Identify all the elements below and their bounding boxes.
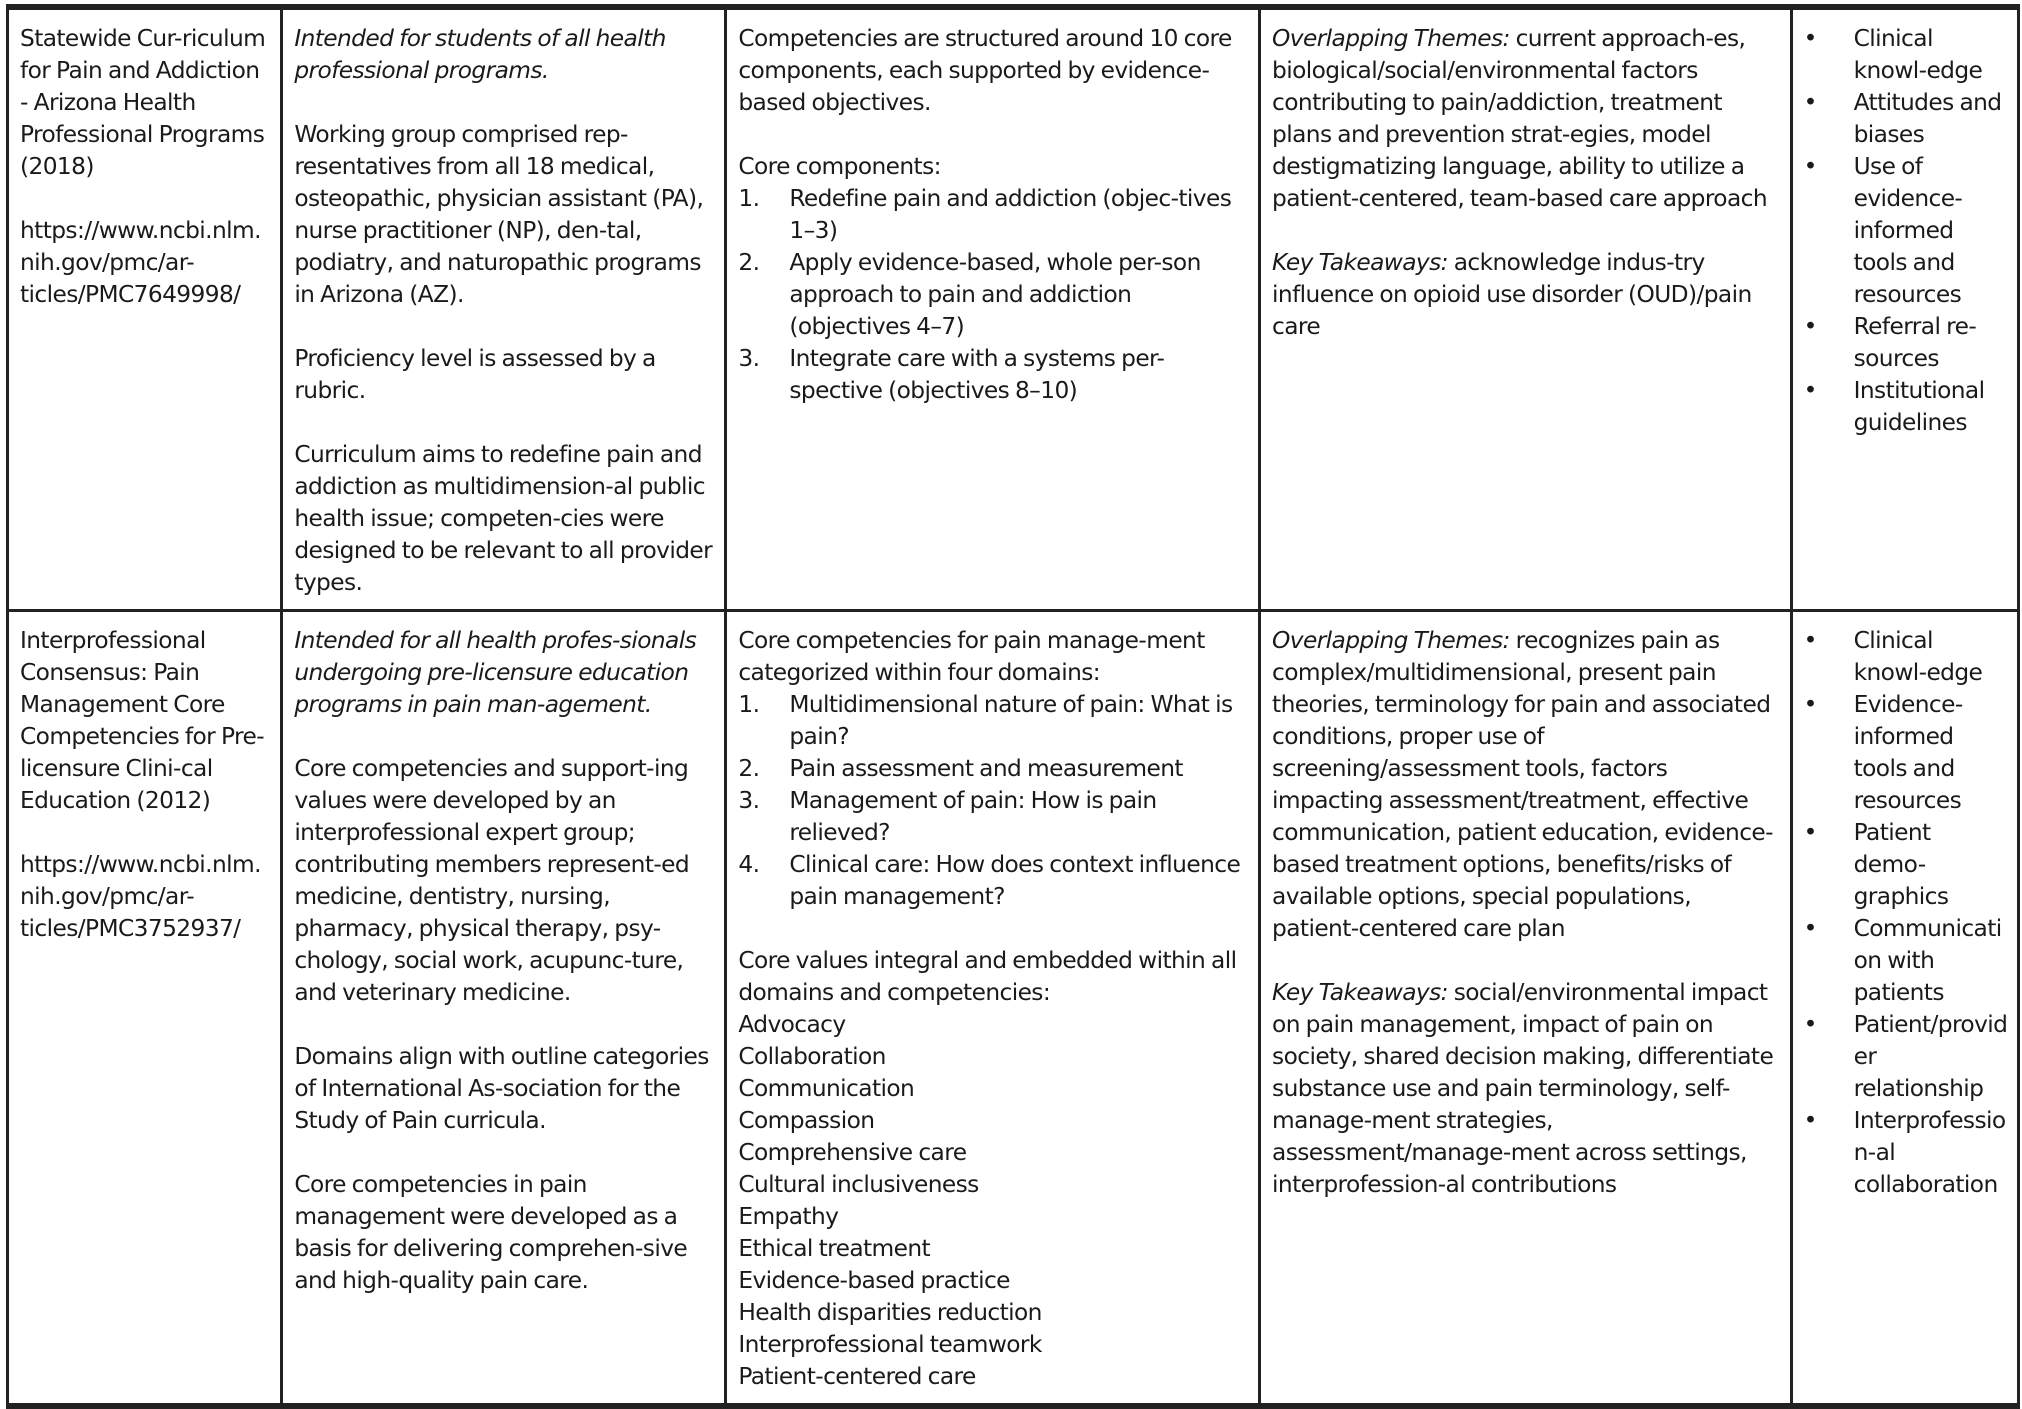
list-item: Cultural inclusiveness xyxy=(738,1171,979,1198)
list-item-text: Interprofession-al collaboration xyxy=(1853,1107,2006,1198)
description-paragraph: Proficiency level is assessed by a rubric. xyxy=(294,345,656,404)
list-item xyxy=(738,183,1249,247)
list-item xyxy=(1804,375,2008,439)
description-cell xyxy=(282,7,726,611)
list-item xyxy=(738,343,1249,407)
overlapping-themes xyxy=(1272,625,1781,945)
list-number: 4. xyxy=(738,851,760,878)
themes-label: Overlapping Themes: xyxy=(1272,25,1510,52)
curriculum-title: Statewide Cur-riculum for Pain and Addiction - Arizona Health Professional Programs (2018) xyxy=(20,25,266,180)
list-item-text: Clinical knowl-edge xyxy=(1853,627,1983,686)
bullet-icon: • xyxy=(1803,819,1817,846)
list-item xyxy=(1804,689,2008,817)
list-item-text: Pain assessment and measurement xyxy=(789,755,1183,782)
list-item: Interprofessional teamwork xyxy=(738,1331,1042,1358)
curriculum-url[interactable]: https://www.ncbi.nlm.nih.gov/pmc/ar-ticles/PMC7649998/ xyxy=(20,217,261,308)
list-item-text: Communication with patients xyxy=(1853,915,2002,1006)
audience-text: Intended for all health profes-sionals undergoing pre-licensure education programs in pain man-agement. xyxy=(294,627,697,718)
bullet-icon: • xyxy=(1803,1107,1817,1134)
list-item xyxy=(1804,311,2008,375)
list-item: Patient-centered care xyxy=(738,1363,976,1390)
audience-text: Intended for students of all health professional programs. xyxy=(294,25,666,84)
focus-areas-list xyxy=(1804,23,2008,439)
bullet-icon: • xyxy=(1803,377,1817,404)
list-item-text: Clinical knowl-edge xyxy=(1853,25,1983,84)
list-item: Evidence-based practice xyxy=(738,1267,1010,1294)
description-paragraph: Core competencies in pain management were developed as a basis for delivering comprehen-sive and high-quality pain care. xyxy=(294,1171,688,1294)
curriculum-title: Interprofessional Consensus: Pain Management Core Competencies for Pre-licensure Clini-cal Education (2012) xyxy=(20,627,265,814)
list-item-text: Attitudes and biases xyxy=(1853,89,2002,148)
list-item: Collaboration xyxy=(738,1043,886,1070)
structure-cell xyxy=(726,7,1260,611)
list-item-text: Apply evidence-based, whole per-son approach to pain and addiction (objectives 4–7) xyxy=(789,249,1201,340)
list-item-text: Patient/provider relationship xyxy=(1853,1011,2008,1102)
bullet-icon: • xyxy=(1803,313,1817,340)
themes-label: Overlapping Themes: xyxy=(1272,627,1510,654)
list-item-text: Redefine pain and addiction (objec-tives 1–3) xyxy=(789,185,1232,244)
takeaways-label: Key Takeaways: xyxy=(1272,979,1448,1006)
description-paragraph: Domains align with outline categories of International As-sociation for the Study of Pain curricula. xyxy=(294,1043,709,1134)
list-item-text: Management of pain: How is pain relieved? xyxy=(789,787,1157,846)
list-item: Health disparities reduction xyxy=(738,1299,1042,1326)
curriculum-url[interactable]: https://www.ncbi.nlm.nih.gov/pmc/ar-ticles/PMC3752937/ xyxy=(20,851,261,942)
structure-cell xyxy=(726,611,1260,1407)
list-item xyxy=(1804,913,2008,1009)
list-item: Communication xyxy=(738,1075,915,1102)
list-number: 1. xyxy=(738,185,760,212)
bullet-icon: • xyxy=(1803,915,1817,942)
list-item xyxy=(738,785,1249,849)
list-item: Comprehensive care xyxy=(738,1139,967,1166)
table-row xyxy=(8,7,2019,611)
focus-areas-list xyxy=(1804,625,2008,1201)
bullet-icon: • xyxy=(1803,627,1817,654)
list-item-text: Use of evidence-informed tools and resources xyxy=(1853,153,1963,308)
list-item xyxy=(738,689,1249,753)
overlapping-themes xyxy=(1272,23,1781,215)
list-number: 1. xyxy=(738,691,760,718)
key-takeaways xyxy=(1272,247,1781,343)
structure-intro: Core competencies for pain manage-ment categorized within four domains: xyxy=(738,627,1205,686)
themes-cell xyxy=(1260,611,1792,1407)
list-number: 2. xyxy=(738,249,760,276)
focus-areas-cell xyxy=(1791,611,2018,1407)
structure-list-heading: Core components: xyxy=(738,153,941,180)
list-item: Ethical treatment xyxy=(738,1235,931,1262)
domains-list xyxy=(738,689,1249,913)
list-item xyxy=(1804,817,2008,913)
description-cell xyxy=(282,611,726,1407)
key-takeaways xyxy=(1272,977,1781,1201)
list-item xyxy=(1804,625,2008,689)
list-item xyxy=(738,849,1249,913)
bullet-icon: • xyxy=(1803,89,1817,116)
values-heading: Core values integral and embedded within all domains and competencies: xyxy=(738,947,1237,1006)
list-item xyxy=(1804,87,2008,151)
themes-text: recognizes pain as complex/multidimensional, present pain theories, terminology for pain and associated conditions, proper use of screening/assessment tools, factors impacting assessment/treatment, effective communication, patient education, evidence-based treatment options, benefits/risks of available options, special populations, patient-centered care plan xyxy=(1272,627,1773,942)
list-item: Empathy xyxy=(738,1203,839,1230)
takeaways-text: acknowledge indus-try influence on opioid use disorder (OUD)/pain care xyxy=(1272,249,1752,340)
takeaways-text: social/environmental impact on pain management, impact of pain on society, shared decision making, differentiate substance use and pain terminology, self-manage-ment strategies, assessment/manage-ment across settings, interprofession-al contributions xyxy=(1272,979,1774,1198)
list-item xyxy=(1804,23,2008,87)
list-item-text: Multidimensional nature of pain: What is pain? xyxy=(789,691,1233,750)
list-item-text: Institutional guidelines xyxy=(1853,377,1985,436)
list-item xyxy=(738,247,1249,343)
bullet-icon: • xyxy=(1803,153,1817,180)
list-number: 2. xyxy=(738,755,760,782)
core-values-list xyxy=(738,1009,1249,1393)
structure-intro: Competencies are structured around 10 core components, each supported by evidence-based objectives. xyxy=(738,25,1232,116)
list-item xyxy=(738,753,1249,785)
list-item-text: Patient demo-graphics xyxy=(1853,819,1949,910)
list-item: Advocacy xyxy=(738,1011,846,1038)
bullet-icon: • xyxy=(1803,691,1817,718)
list-item xyxy=(1804,1105,2008,1201)
themes-text: current approach-es, biological/social/environmental factors contributing to pain/addiction, treatment plans and prevention strat-egies, model destigmatizing language, ability to utilize a patient-centered, team-based care approach xyxy=(1272,25,1768,212)
list-item-text: Evidence-informed tools and resources xyxy=(1853,691,1963,814)
curriculum-title-cell xyxy=(8,7,282,611)
list-item-text: Clinical care: How does context influence pain management? xyxy=(789,851,1241,910)
curriculum-comparison-table xyxy=(6,4,2020,1409)
list-number: 3. xyxy=(738,345,760,372)
core-components-list xyxy=(738,183,1249,407)
list-item-text: Integrate care with a systems per-spective (objectives 8–10) xyxy=(789,345,1165,404)
focus-areas-cell xyxy=(1791,7,2018,611)
takeaways-label: Key Takeaways: xyxy=(1272,249,1448,276)
themes-cell xyxy=(1260,7,1792,611)
table-row xyxy=(8,611,2019,1407)
bullet-icon: • xyxy=(1803,1011,1817,1038)
list-item xyxy=(1804,151,2008,311)
description-paragraph: Core competencies and support-ing values were developed by an interprofessional expert group; contributing members represent-ed medicine, dentistry, nursing, pharmacy, physical therapy, psy-chology, social work, acupunc-ture, and veterinary medicine. xyxy=(294,755,690,1006)
list-item xyxy=(1804,1009,2008,1105)
bullet-icon: • xyxy=(1803,25,1817,52)
list-item: Compassion xyxy=(738,1107,875,1134)
list-number: 3. xyxy=(738,787,760,814)
curriculum-title-cell xyxy=(8,611,282,1407)
description-paragraph: Curriculum aims to redefine pain and addiction as multidimension-al public health issue; competen-cies were designed to be relevant to all provider types. xyxy=(294,441,713,596)
description-paragraph: Working group comprised rep-resentatives from all 18 medical, osteopathic, physician assistant (PA), nurse practitioner (NP), den-tal, podiatry, and naturopathic programs in Arizona (AZ). xyxy=(294,121,704,308)
list-item-text: Referral re-sources xyxy=(1853,313,1977,372)
